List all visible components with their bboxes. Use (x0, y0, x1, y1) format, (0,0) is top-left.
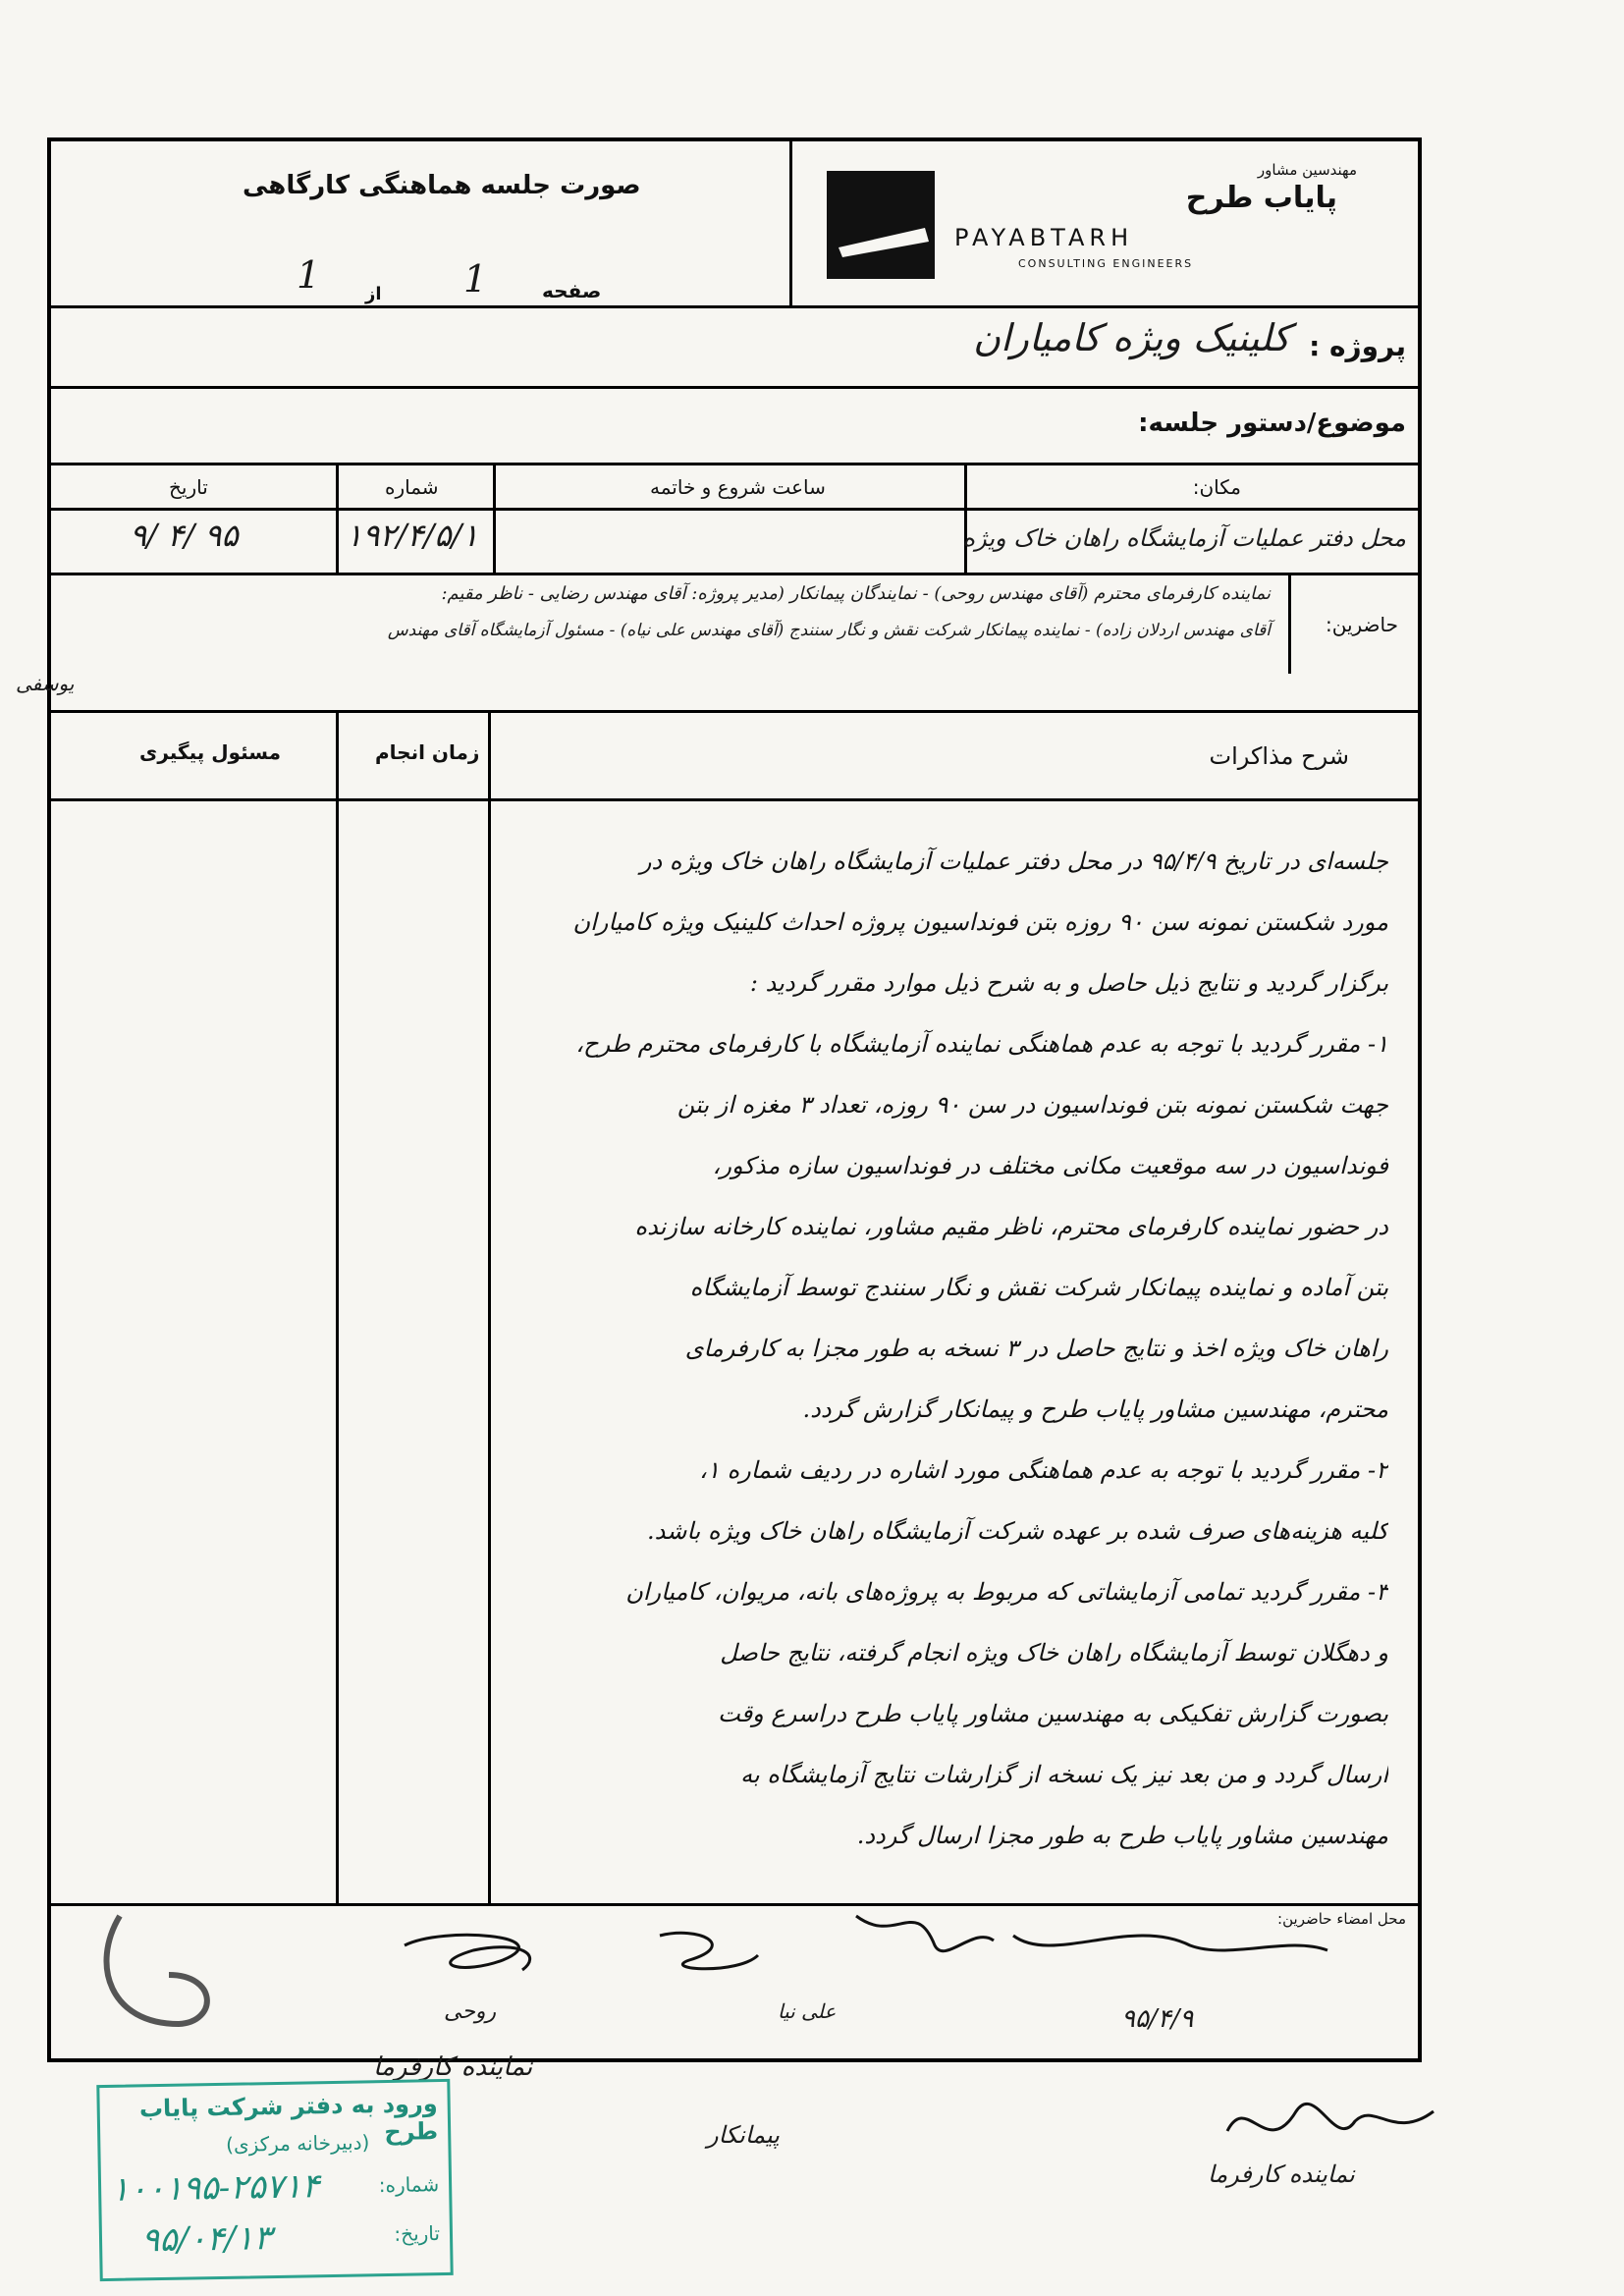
discussion-line: کلیه هزینه‌های صرف شده بر عهده شرکت آزمایشگاه راهان خاک ویژه باشد. (647, 1517, 1388, 1545)
place-value: محل دفتر عملیات آزمایشگاه راهان خاک ویژه (962, 524, 1406, 552)
discussion-header: شرح مذاکرات (1209, 742, 1349, 770)
page-number: 1 (463, 257, 488, 301)
discussion-line: بصورت گزارش تفکیکی به مهندسین مشاور پایاب طرح دراسرع وقت (718, 1700, 1388, 1727)
stamp-line-2: (دبیرخانه مرکزی) (225, 2130, 370, 2157)
discussion-line: برگزار گردید و نتایج ذیل حاصل و به شرح ذیل موارد مقرر گردید : (749, 969, 1388, 997)
signatures-drawing (51, 1906, 1416, 2063)
attendees-line-2: آقای مهندس اردلان زاده) - نماینده پیمانکار شرکت نقش و نگار سنندج (آقای مهندس علی نیاه) - مسئول آزمایشگاه آقای مهندس (387, 621, 1271, 640)
discussion-line: بتن آماده و نماینده پیمانکار شرکت نقش و نگار سنندج توسط آزمایشگاه (689, 1274, 1388, 1301)
discussion-line: ۱- مقرر گردید با توجه به عدم هماهنگی نماینده آزمایشگاه با کارفرمای محترم طرح، (575, 1030, 1388, 1058)
company-logo (827, 161, 1377, 289)
date-label: تاریخ (169, 475, 208, 499)
company-name-en: PAYABTARH (954, 224, 1134, 251)
signature-note-rouhi: روحی (444, 1999, 497, 2024)
page-total: 1 (297, 253, 321, 297)
page-of-label: از (365, 284, 382, 304)
company-name-fa: پایاب طرح (1185, 181, 1337, 215)
company-name-en-sub: CONSULTING ENGINEERS (1018, 257, 1194, 270)
project-row (51, 308, 1418, 389)
stamp-date-value: ۹۵/۰۴/۱۳ (140, 2218, 272, 2261)
discussion-line: و دهگلان توسط آزمایشگاه راهان خاک ویژه انجام گرفته، نتایج حاصل (720, 1639, 1388, 1667)
discussion-line: فونداسیون در سه موقعیت مکانی مختلف در فونداسیون سازه مذکور، (712, 1152, 1388, 1179)
number-label: شماره (385, 475, 439, 499)
number-value: ۱۹۲/۴/۵/۱ (346, 517, 479, 554)
stamp-number-label: شماره: (378, 2172, 440, 2198)
deadline-header: زمان انجام (375, 740, 480, 764)
table-head-row (51, 713, 1418, 801)
bottom-signature-drawing (1208, 2072, 1502, 2190)
discussion-line: راهان خاک ویژه اخذ و نتایج حاصل در ۳ نسخه به طور مجزا به کارفرمای (684, 1335, 1388, 1362)
discussion-line: مهندسین مشاور پایاب طرح به طور مجزا ارسال گردد. (856, 1822, 1388, 1849)
date-value: ۹۵ /۴ /۹ (130, 517, 239, 554)
responsible-header: مسئول پیگیری (139, 740, 281, 764)
stamp-line-1: ورود به دفتر شرکت پایاب طرح (138, 2090, 439, 2147)
stamp-date-label: تاریخ: (394, 2221, 441, 2246)
note-employer-rep: نماینده کارفرما (373, 2052, 533, 2082)
registry-stamp (96, 2079, 453, 2281)
form-title: صورت جلسه هماهنگی کارگاهی (243, 171, 641, 200)
attendees-line-3: یوسفی (16, 672, 75, 695)
signatures-area (51, 1906, 1418, 2063)
stamp-number-value: ۱۰۰۱۹۵-۲۵۷۱۴ (110, 2166, 320, 2210)
attendees-label: حاضرین: (1325, 613, 1398, 636)
project-label: پروژه : (1309, 330, 1406, 362)
signature-note-ali-nia: علی نیا (778, 1999, 837, 2023)
discussion-line: ۳- مقرر گردید تمامی آزمایشاتی که مربوط به پروژه‌های بانه، مریوان، کامیاران (625, 1578, 1388, 1606)
logo-mark-icon (827, 171, 935, 279)
info-values-row (51, 511, 1418, 575)
attendees-line-1: نماینده کارفرمای محترم (آقای مهندس روحی) - نمایندگان پیمانکار (مدیر پروژه: آقای مهندس رضایی - ناظر مقیم: (441, 583, 1271, 604)
subject-label: موضوع/دستور جلسه: (1138, 409, 1406, 438)
discussion-line: در حضور نماینده کارفرمای محترم، ناظر مقیم مشاور، نماینده کارخانه سازنده (634, 1213, 1388, 1240)
form-frame (16, 137, 1422, 2062)
discussion-line: محترم، مهندسین مشاور پایاب طرح و پیمانکار گزارش گردد. (802, 1395, 1388, 1423)
company-small: مهندسین مشاور (1257, 161, 1357, 179)
discussion-line: جلسه‌ای در تاریخ ۹۵/۴/۹ در محل دفتر عملیات آزمایشگاه راهان خاک ویژه در (639, 847, 1388, 875)
discussion-line: ۲- مقرر گردید با توجه به عدم هماهنگی مورد اشاره در ردیف شماره ۱، (699, 1456, 1388, 1484)
discussion-text (465, 831, 1388, 1866)
discussion-body (51, 801, 1418, 1906)
signatures-label: محل امضاء حاضرین: (1277, 1910, 1406, 1928)
attendees-row (16, 575, 1418, 713)
project-value: کلینیک ویژه کامیاران (973, 316, 1290, 359)
place-label: مکان: (1192, 475, 1241, 499)
discussion-line: جهت شکستن نمونه بتن فونداسیون در سن ۹۰ روزه، تعداد ۳ مغزه از بتن (677, 1091, 1388, 1119)
discussion-line: ارسال گردد و من بعد نیز یک نسخه از گزارشات نتایج آزمایشگاه به (740, 1761, 1388, 1788)
header-row (51, 141, 1418, 308)
info-header-row (51, 465, 1418, 511)
discussion-line: مورد شکستن نمونه سن ۹۰ روزه بتن فونداسیون پروژه احداث کلینیک ویژه کامیاران (572, 908, 1388, 936)
note-employer-rep-2: نماینده کارفرما (1208, 2160, 1355, 2188)
page-label: صفحه (542, 279, 602, 302)
note-contractor: پیمانکار (707, 2121, 780, 2149)
signature-note-date: ۹۵/۴/۹ (1121, 2004, 1194, 2034)
subject-row (51, 389, 1418, 465)
time-label: ساعت شروع و خاتمه (650, 475, 826, 499)
